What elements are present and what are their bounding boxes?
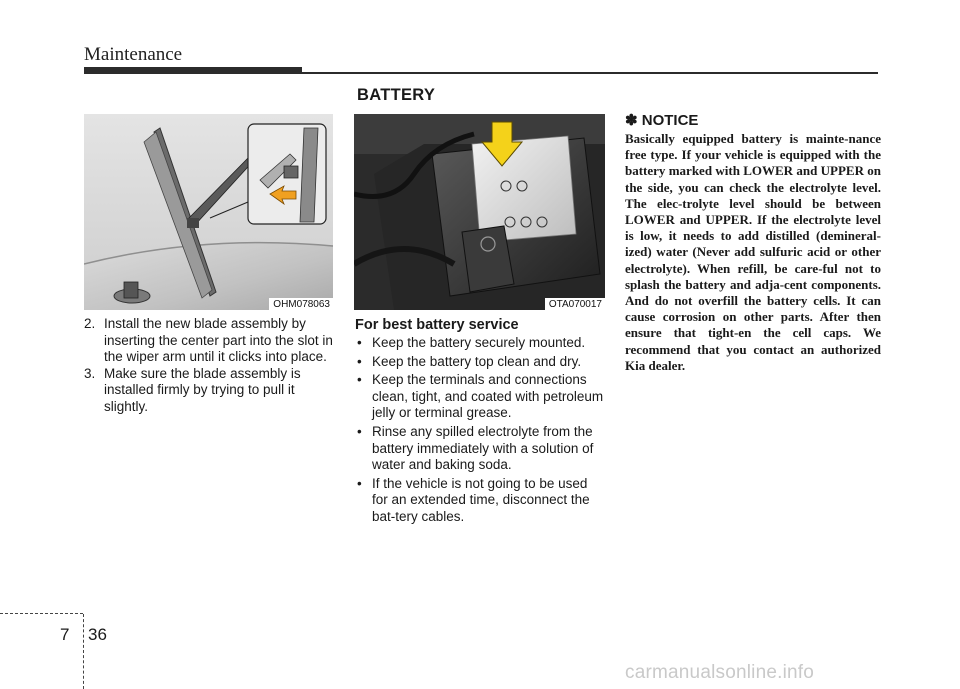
list-item bbox=[355, 372, 605, 422]
step-item bbox=[84, 316, 336, 366]
figure-caption: OTA070017 bbox=[545, 298, 605, 310]
list-item bbox=[355, 335, 605, 352]
wiper-blade-figure bbox=[84, 114, 333, 310]
battery-illustration bbox=[354, 114, 605, 310]
page-number: 36 bbox=[88, 625, 107, 644]
step-text: Install the new blade assembly by inserting the center part into the slot in the wiper arm until it clicks into place. bbox=[104, 316, 333, 365]
notice-body: Basically equipped battery is mainte-nance free type. If your vehicle is equipped with the battery marked with LOWER and UPPER on the side, you can check the electrolyte level. The elec-trolyte level should be between LOWER and UPPER. If the electrolyte level is low, it needs to add distilled (demineral-ized) water (Never add sulfuric acid or other electrolyte). When refill, be care-ful not to splash the battery and adja-cent components. And do not overfill the battery cells. It can cause corrosion on other parts. After then ensure that tight-en the cell caps. We recommend that you contact an authorized Kia dealer. bbox=[625, 131, 881, 373]
notice-symbol-icon: ✽ bbox=[625, 112, 638, 129]
list-item bbox=[355, 424, 605, 474]
step-text: Make sure the blade assembly is installed firmly by trying to pull it slightly. bbox=[104, 365, 301, 414]
wiper-blade-illustration bbox=[84, 114, 333, 310]
battery-figure bbox=[354, 114, 605, 310]
best-service-list bbox=[355, 335, 605, 528]
figure-caption: OHM078063 bbox=[269, 298, 333, 310]
header-rule bbox=[302, 72, 878, 74]
list-item-text: If the vehicle is not going to be used for an extended time, disconnect the bat-tery cables. bbox=[372, 475, 590, 524]
notice-title bbox=[625, 111, 698, 129]
header-bar bbox=[84, 67, 302, 74]
footer-rule bbox=[0, 613, 83, 614]
list-item-text: Rinse any spilled electrolyte from the battery immediately with a solution of water and baking soda. bbox=[372, 423, 594, 473]
notice-title-text: NOTICE bbox=[641, 112, 699, 129]
header-title: Maintenance bbox=[84, 44, 183, 65]
list-item-text: Keep the battery top clean and dry. bbox=[372, 353, 582, 369]
list-item bbox=[355, 476, 605, 526]
bullet-icon: • bbox=[357, 475, 362, 491]
best-service-title: For best battery service bbox=[355, 317, 519, 333]
step-number: 3. bbox=[84, 365, 96, 381]
bullet-icon: • bbox=[357, 423, 362, 439]
wiper-steps bbox=[84, 316, 336, 416]
section-title: BATTERY bbox=[357, 86, 436, 104]
watermark: carmanualsonline.info bbox=[625, 662, 815, 683]
list-item-text: Keep the battery securely mounted. bbox=[372, 335, 586, 350]
bullet-icon: • bbox=[357, 372, 362, 388]
footer-divider bbox=[83, 614, 85, 689]
step-number: 2. bbox=[84, 316, 96, 331]
list-item bbox=[355, 354, 605, 371]
step-item bbox=[84, 366, 336, 416]
list-item-text: Keep the terminals and connections clean, tight, and coated with petroleum jelly or terminal grease. bbox=[372, 372, 604, 421]
bullet-icon: • bbox=[357, 335, 362, 350]
bullet-icon: • bbox=[357, 353, 362, 369]
chapter-number: 7 bbox=[60, 625, 70, 644]
